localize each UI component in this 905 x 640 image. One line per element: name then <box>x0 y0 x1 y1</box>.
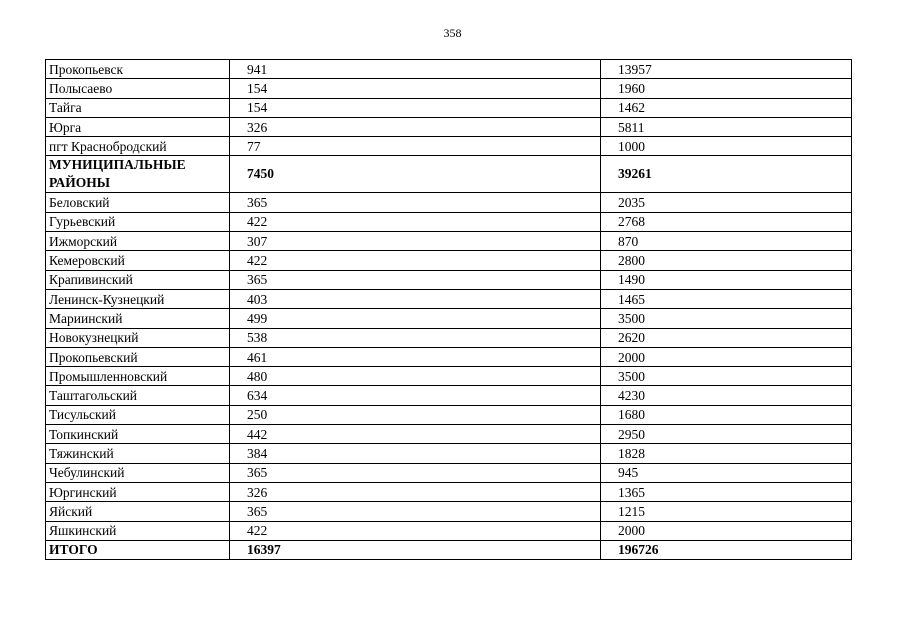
cell-value-1: 7450 <box>230 156 601 193</box>
cell-name: Яйский <box>46 502 230 521</box>
table-row <box>46 502 852 521</box>
cell-name: ИТОГО <box>46 540 230 559</box>
cell-name: пгт Краснобродский <box>46 137 230 156</box>
table-row <box>46 156 852 193</box>
page-number: 358 <box>443 26 462 40</box>
cell-value-1: 154 <box>230 79 601 98</box>
cell-value-2: 1215 <box>601 502 852 521</box>
cell-name: Топкинский <box>46 425 230 444</box>
cell-name: Чебулинский <box>46 463 230 482</box>
cell-name: Ижморский <box>46 232 230 251</box>
cell-value-1: 499 <box>230 309 601 328</box>
cell-value-1: 634 <box>230 386 601 405</box>
cell-name: Крапивинский <box>46 270 230 289</box>
cell-value-1: 16397 <box>230 540 601 559</box>
table-row <box>46 79 852 98</box>
cell-value-1: 442 <box>230 425 601 444</box>
cell-value-2: 1365 <box>601 482 852 501</box>
cell-value-1: 154 <box>230 98 601 117</box>
cell-value-2: 2620 <box>601 328 852 347</box>
cell-name: Тяжинский <box>46 444 230 463</box>
cell-value-1: 250 <box>230 405 601 424</box>
cell-value-2: 13957 <box>601 60 852 79</box>
cell-value-1: 384 <box>230 444 601 463</box>
cell-name: Тайга <box>46 98 230 117</box>
cell-value-2: 4230 <box>601 386 852 405</box>
table-row <box>46 251 852 270</box>
cell-value-2: 1462 <box>601 98 852 117</box>
table-row <box>46 405 852 424</box>
cell-value-2: 2000 <box>601 347 852 366</box>
table-row <box>46 463 852 482</box>
cell-value-1: 403 <box>230 289 601 308</box>
cell-value-1: 326 <box>230 117 601 136</box>
cell-value-2: 1490 <box>601 270 852 289</box>
cell-name: Ленинск-Кузнецкий <box>46 289 230 308</box>
table-row <box>46 137 852 156</box>
data-table <box>45 59 852 560</box>
cell-value-1: 422 <box>230 521 601 540</box>
cell-value-1: 538 <box>230 328 601 347</box>
cell-value-2: 945 <box>601 463 852 482</box>
table-row <box>46 386 852 405</box>
table-row <box>46 521 852 540</box>
table-row <box>46 309 852 328</box>
table-row <box>46 212 852 231</box>
cell-value-1: 422 <box>230 212 601 231</box>
table-row <box>46 98 852 117</box>
cell-value-1: 422 <box>230 251 601 270</box>
cell-name: Гурьевский <box>46 212 230 231</box>
cell-name: Мариинский <box>46 309 230 328</box>
cell-value-2: 39261 <box>601 156 852 193</box>
cell-name: Яшкинский <box>46 521 230 540</box>
cell-value-1: 365 <box>230 502 601 521</box>
table-row <box>46 328 852 347</box>
cell-value-1: 365 <box>230 463 601 482</box>
table-row <box>46 193 852 212</box>
cell-value-1: 941 <box>230 60 601 79</box>
cell-value-1: 461 <box>230 347 601 366</box>
cell-value-2: 1680 <box>601 405 852 424</box>
cell-name: Прокопьевск <box>46 60 230 79</box>
cell-value-2: 2950 <box>601 425 852 444</box>
cell-value-1: 365 <box>230 193 601 212</box>
cell-value-2: 870 <box>601 232 852 251</box>
cell-value-1: 307 <box>230 232 601 251</box>
cell-name: Юрга <box>46 117 230 136</box>
table-row <box>46 117 852 136</box>
table-row <box>46 425 852 444</box>
cell-name: Тисульский <box>46 405 230 424</box>
cell-value-2: 1000 <box>601 137 852 156</box>
cell-name: Беловский <box>46 193 230 212</box>
table-row <box>46 367 852 386</box>
table-row <box>46 232 852 251</box>
table-row <box>46 289 852 308</box>
cell-value-2: 196726 <box>601 540 852 559</box>
cell-name: Новокузнецкий <box>46 328 230 347</box>
cell-name: Полысаево <box>46 79 230 98</box>
table-body <box>46 60 852 560</box>
cell-value-1: 326 <box>230 482 601 501</box>
cell-value-2: 3500 <box>601 367 852 386</box>
cell-value-2: 1828 <box>601 444 852 463</box>
cell-name: Кемеровский <box>46 251 230 270</box>
cell-value-1: 77 <box>230 137 601 156</box>
table-row <box>46 540 852 559</box>
cell-value-1: 365 <box>230 270 601 289</box>
cell-value-2: 2000 <box>601 521 852 540</box>
cell-name: Промышленновский <box>46 367 230 386</box>
cell-value-2: 1960 <box>601 79 852 98</box>
cell-value-2: 2035 <box>601 193 852 212</box>
cell-name: Юргинский <box>46 482 230 501</box>
table-row <box>46 482 852 501</box>
cell-value-1: 480 <box>230 367 601 386</box>
table-row <box>46 347 852 366</box>
cell-value-2: 1465 <box>601 289 852 308</box>
cell-value-2: 3500 <box>601 309 852 328</box>
cell-name: МУНИЦИПАЛЬНЫЕ РАЙОНЫ <box>46 156 230 193</box>
table-row <box>46 60 852 79</box>
cell-name: Таштагольский <box>46 386 230 405</box>
table-row <box>46 270 852 289</box>
cell-value-2: 2768 <box>601 212 852 231</box>
cell-value-2: 2800 <box>601 251 852 270</box>
cell-name: Прокопьевский <box>46 347 230 366</box>
table-row <box>46 444 852 463</box>
cell-value-2: 5811 <box>601 117 852 136</box>
